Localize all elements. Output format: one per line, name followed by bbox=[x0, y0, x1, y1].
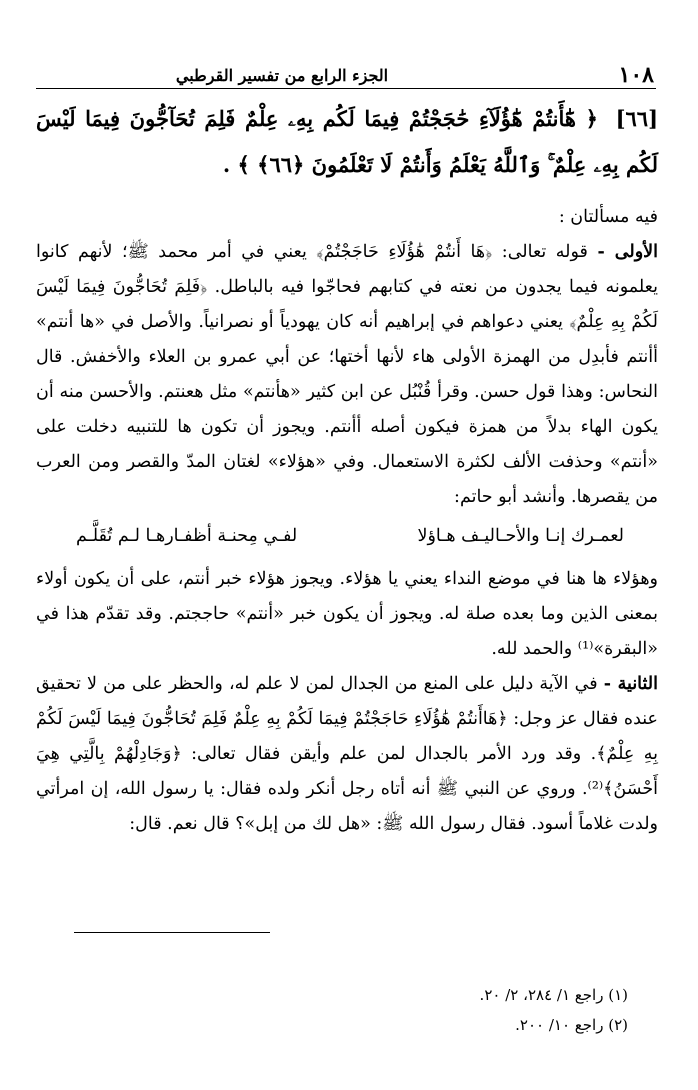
first-issue-continuation: وهؤلاء ها هنا في موضع النداء يعني يا هؤلاء. ويجوز هؤلاء خبر أنتم، على أن يكون أولاء بمعنى الذين وما بعده صلة له. ويجوز أن يكون خبر «أنتم» حاججتم. وقد تقدّم هذا في «البقرة»⁽¹⁾ والحمد لله. bbox=[36, 569, 658, 659]
page-header bbox=[40, 62, 654, 90]
poem-first-hemistich: لعمـرك إنـا والأحـاليـف هـاؤلا bbox=[417, 526, 624, 546]
second-issue-text: في الآية دليل على المنع من الجدال لمن لا علم له، والحظر على من لا تحقيق عنده فقال عز وجل: ﴿هَاأَنتُمْ هَٰؤُلَاءِ حَاجَجْتُمْ فِيمَا لَكُمْ بِهِ عِلْمٌ فَلِمَ تُحَاجُّونَ فِيمَا لَيْسَ لَكُمْ بِهِ عِلْمٌ﴾. وقد ورد الأمر بالجدال لمن علم وأيقن فقال تعالى: ﴿وَجَادِلْهُمْ بِالَّتِي هِيَ أَحْسَنُ﴾⁽²⁾. وروي عن النبي ﷺ أنه أتاه رجل أنكر ولده فقال: يا رسول الله، إن امرأتي ولدت غلاماً أسود. فقال رسول الله ﷺ: «هل لك من إبل»؟ قال نعم. قال: bbox=[36, 674, 658, 834]
second-issue-paragraph bbox=[36, 667, 658, 842]
footnote-item: (١) راجع ١/ ٢٨٤، ٢/ ٢٠. bbox=[479, 986, 628, 1004]
section-intro: فيه مسألتان : bbox=[558, 207, 658, 227]
footnotes bbox=[480, 980, 628, 1040]
first-issue-label: الأولى - bbox=[597, 242, 658, 262]
verse-number: [٦٦] bbox=[615, 106, 659, 131]
page-number: ١٠٨ bbox=[618, 62, 654, 88]
first-issue-text: قوله تعالى: ﴿هَا أَنتُمْ هَٰؤُلَاءِ حَاجَجْتُمْ﴾ يعني في أمر محمد ﷺ؛ لأنهم كانوا يعلمونه فيما يجدون من نعته في كتابهم فحاجّوا فيه بالباطل. ﴿فَلِمَ تُحَاجُّونَ فِيمَا لَيْسَ لَكُمْ بِهِ عِلْمٌ﴾ يعني دعواهم في إبراهيم أنه كان يهودياً أو نصرانياً. والأصل في «ها أنتم» أأنتم فأبدِل من الهمزة الأولى هاء لأنها أختها؛ عن أبي عمرو بن العلاء والأخفش. قال النحاس: وهذا قول حسن. وقرأ قُنْبُل عن ابن كثير «هأنتم» مثل هعنتم. والأحسن منه أن يكون الهاء بدلاً من همزة فيكون أصله أأنتم. ويجوز أن تكون ها للتنبيه دخلت على «أنتم» وحذفت الألف لكثرة الاستعمال. وفي «هؤلاء» لغتان المدّ والقصر ومن العرب من يقصرها. وأنشد أبو حاتم: bbox=[36, 242, 658, 507]
header-rule bbox=[36, 88, 656, 89]
footnote-rule bbox=[74, 932, 270, 933]
footnote-item: (٢) راجع ١٠/ ٢٠٠. bbox=[515, 1016, 628, 1034]
first-issue-paragraph bbox=[36, 235, 658, 515]
poem-second-hemistich: لفـي مِحنـة أظفـارهـا لـم تُقَلَّـم bbox=[76, 526, 298, 546]
verse-text: ﴿ هَٰٓأَنتُمْ هَٰٓؤُلَآءِ حَٰجَجْتُمْ فِيمَا لَكُم بِهِۦ عِلْمٌ فَلِمَ تُحَآجُّونَ فِيمَا لَيْسَ لَكُم بِهِۦ عِلْمٌ ۚ وَٱللَّهُ يَعْلَمُ وَأَنتُمْ لَا تَعْلَمُونَ ﴿٦٦﴾ ﴾ . bbox=[36, 106, 658, 177]
commentary-body bbox=[36, 200, 658, 842]
second-issue-label: الثانية - bbox=[603, 674, 658, 694]
running-title: الجزء الرابع من تفسير القرطبي bbox=[175, 66, 389, 85]
poetry-verse bbox=[36, 515, 658, 562]
quran-verse bbox=[36, 96, 658, 188]
